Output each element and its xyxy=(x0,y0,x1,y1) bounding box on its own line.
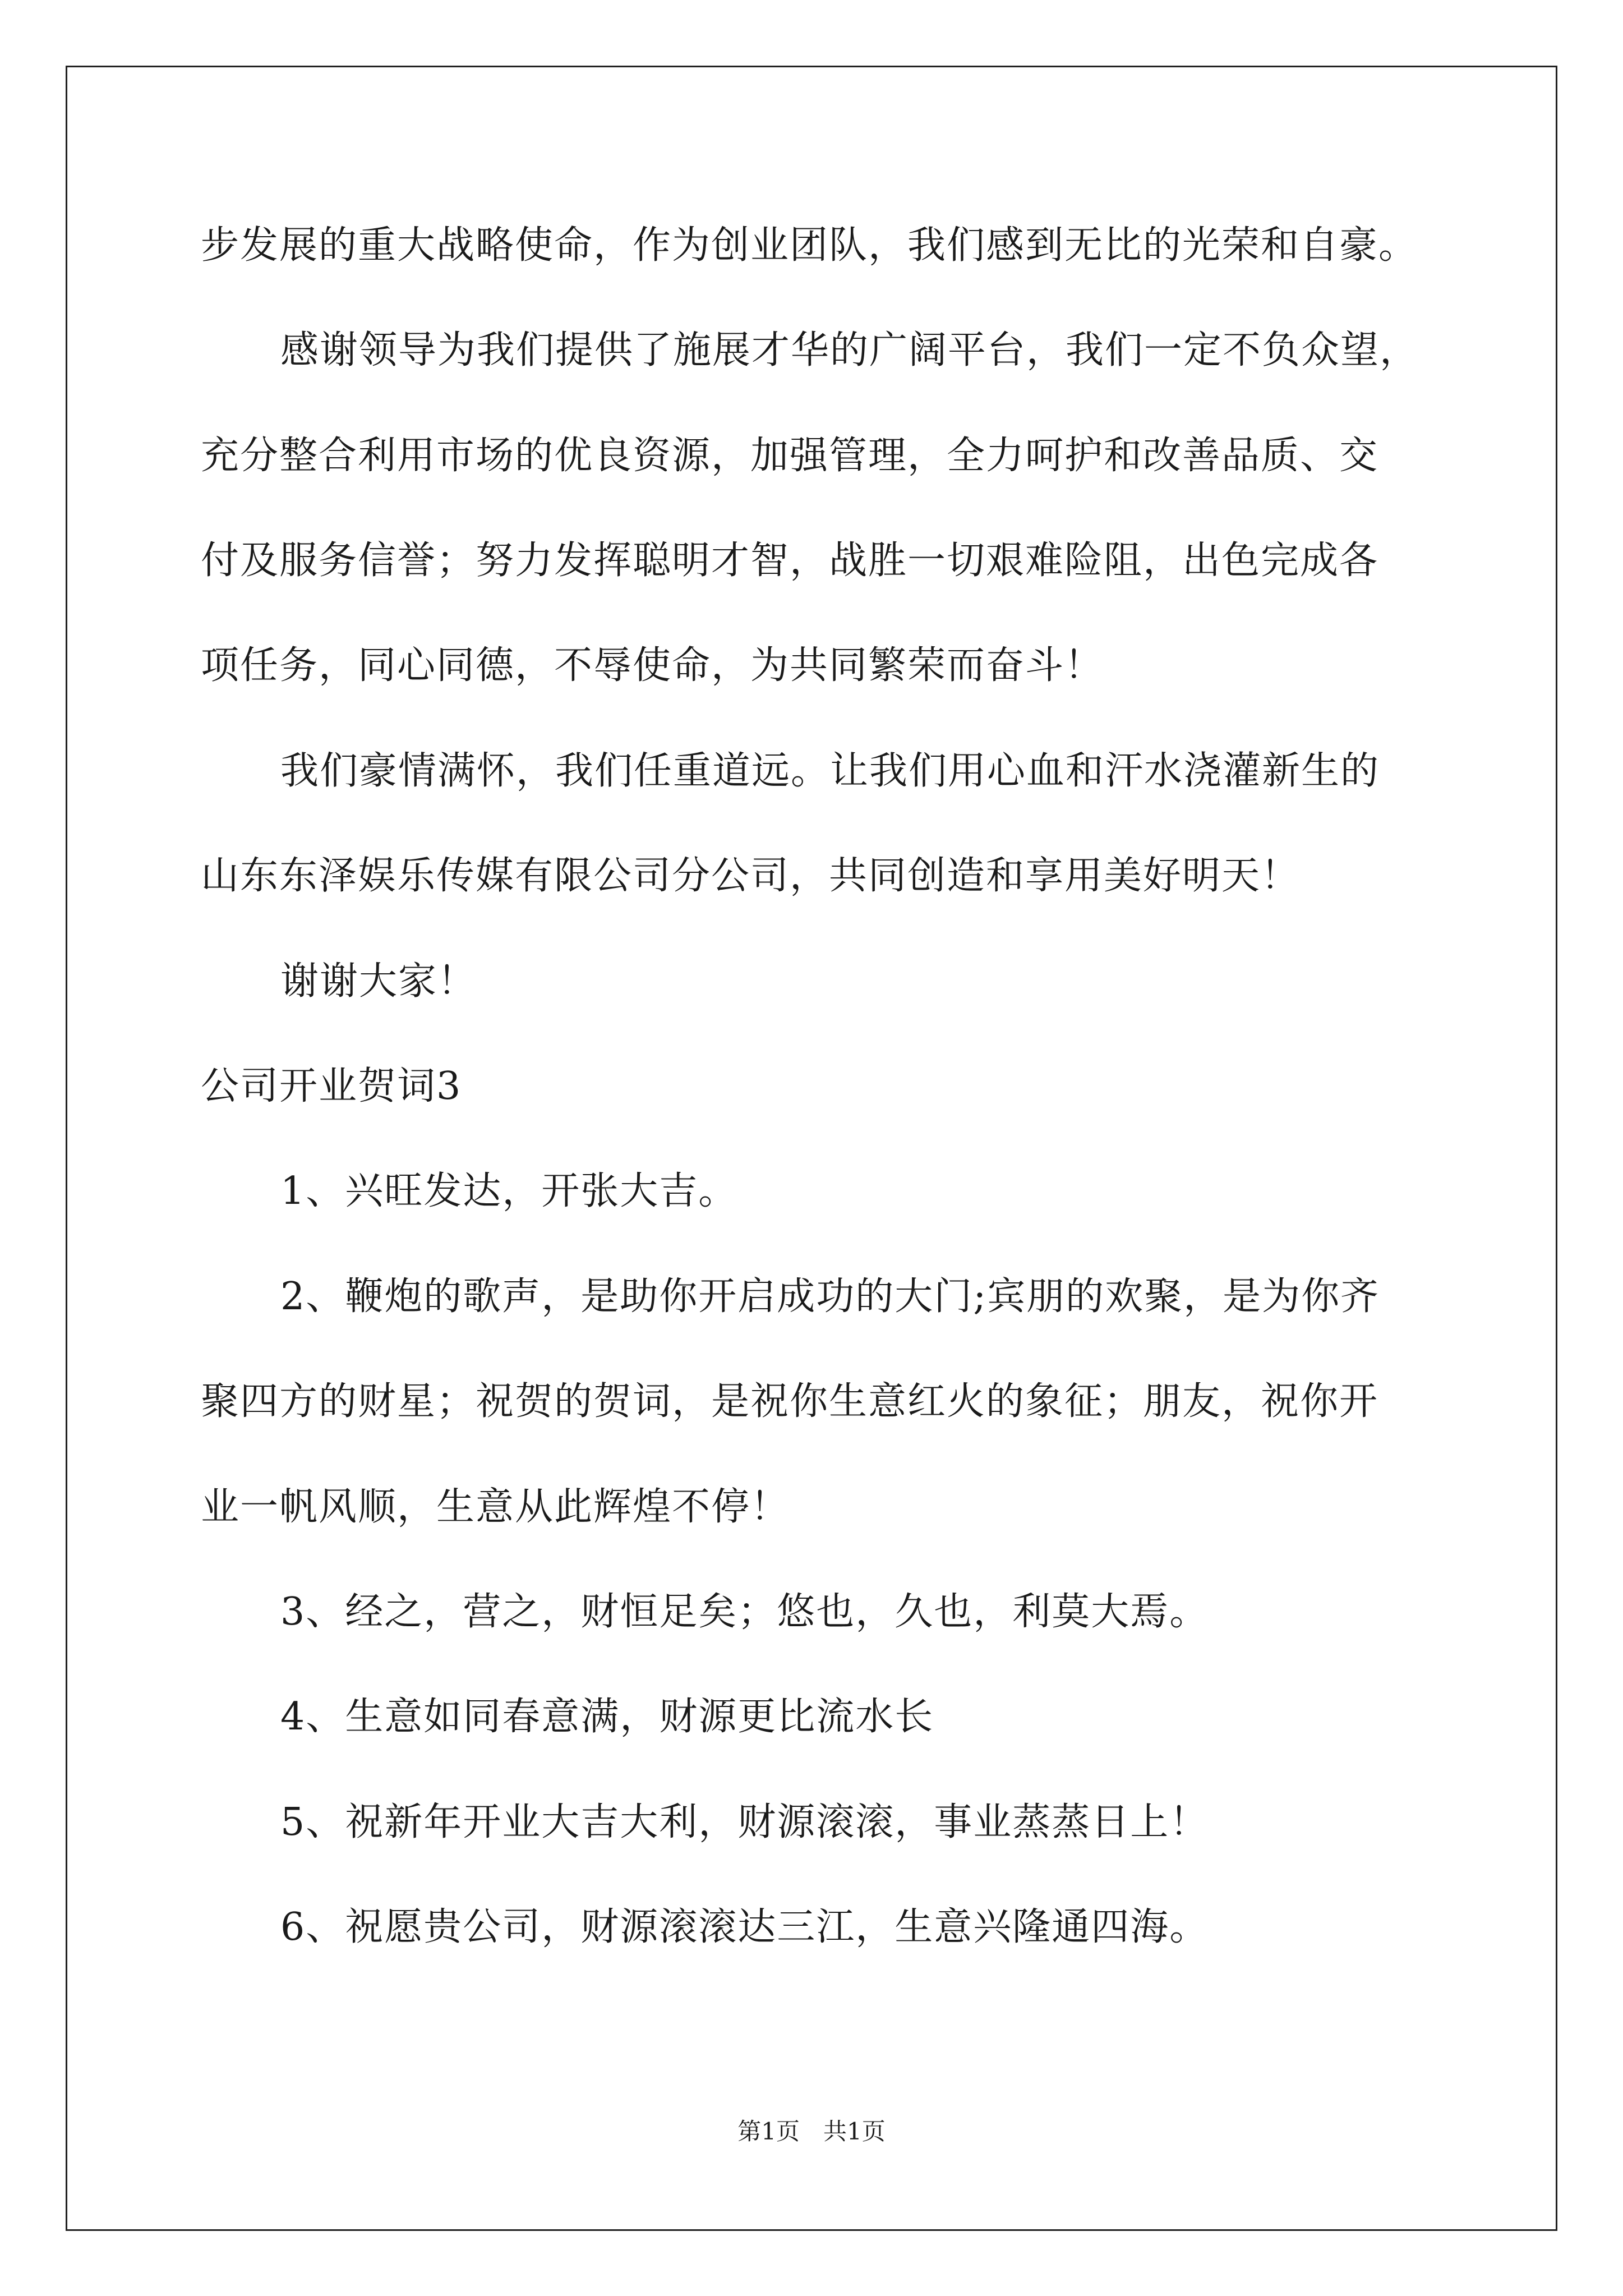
body-line: 充分整合利用市场的优良资源，加强管理，全力呵护和改善品质、交 xyxy=(201,434,1379,478)
body-line: 付及服务信誉；努力发挥聪明才智，战胜一切艰难险阻，出色完成各 xyxy=(201,539,1379,583)
page-footer: 第1页 共1页 xyxy=(737,2118,886,2145)
body-line: 感谢领导为我们提供了施展才华的广阔平台，我们一定不负众望， xyxy=(280,328,1419,372)
section-heading: 公司开业贺词3 xyxy=(201,1064,462,1108)
body-line: 步发展的重大战略使命，作为创业团队，我们感到无比的光荣和自豪。 xyxy=(201,223,1418,268)
list-item: 3、经之，营之，财恒足矣；悠也，久也，利莫大焉。 xyxy=(280,1590,1209,1634)
list-item-continuation: 业一帆风顺，生意从此辉煌不停！ xyxy=(201,1485,790,1529)
list-item: 4、生意如同春意满，财源更比流水长 xyxy=(280,1695,934,1739)
list-item: 6、祝愿贵公司，财源滚滚达三江，生意兴隆通四海。 xyxy=(280,1905,1209,1949)
body-line: 谢谢大家！ xyxy=(280,959,477,1004)
list-item-continuation: 聚四方的财星；祝贺的贺词，是祝你生意红火的象征；朋友，祝你开 xyxy=(201,1379,1379,1424)
list-item: 5、祝新年开业大吉大利，财源滚滚，事业蒸蒸日上！ xyxy=(280,1800,1209,1844)
body-line: 山东东泽娱乐传媒有限公司分公司，共同创造和享用美好明天！ xyxy=(201,854,1301,898)
list-item: 1、兴旺发达，开张大吉。 xyxy=(280,1169,738,1213)
list-item: 2、鞭炮的歌声，是助你开启成功的大门;宾朋的欢聚，是为你齐 xyxy=(280,1274,1380,1319)
body-line: 项任务，同心同德，不辱使命，为共同繁荣而奋斗！ xyxy=(201,643,1104,688)
body-line: 我们豪情满怀，我们任重道远。让我们用心血和汗水浇灌新生的 xyxy=(280,749,1380,793)
